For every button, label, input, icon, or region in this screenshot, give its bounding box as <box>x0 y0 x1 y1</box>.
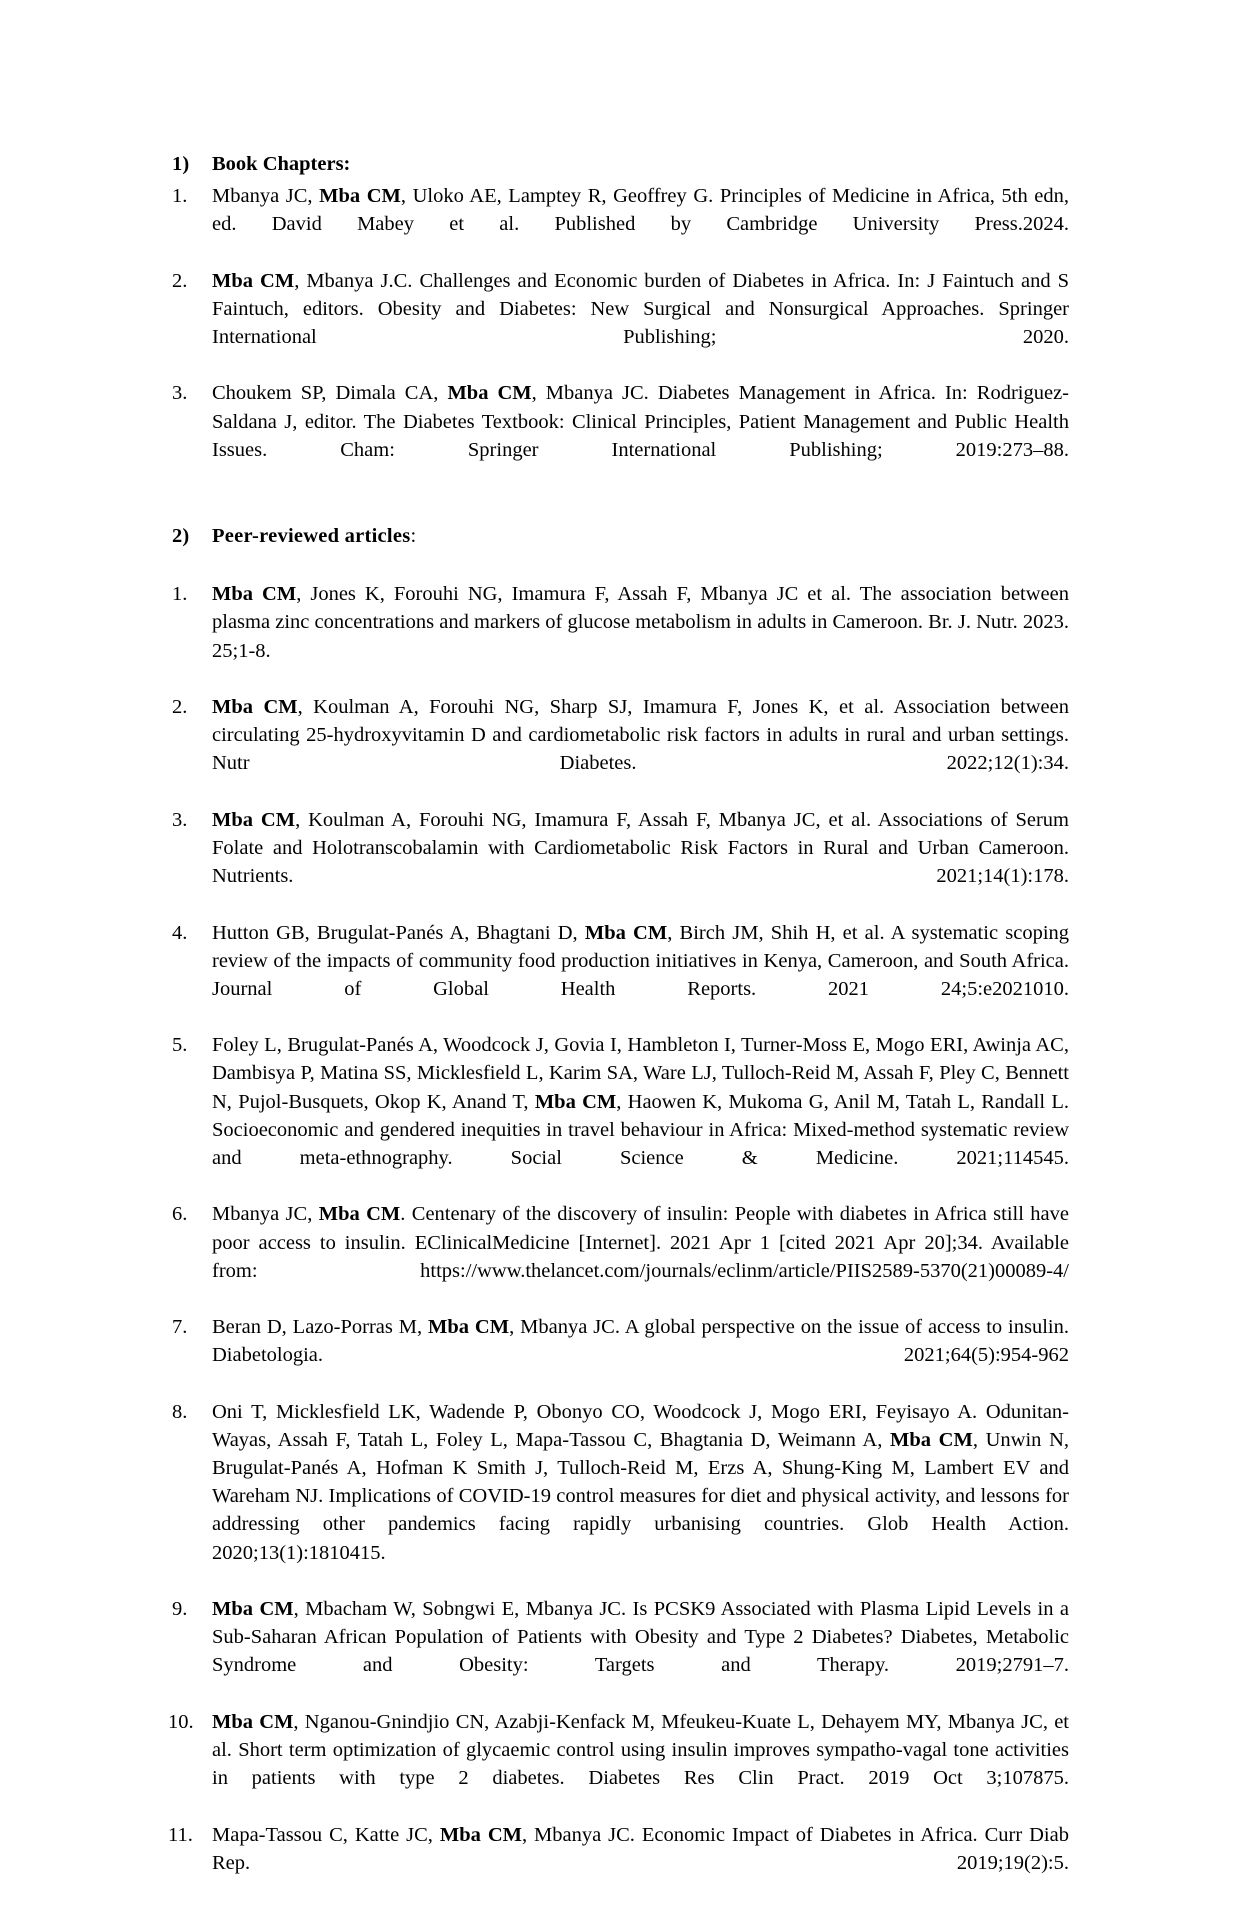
author-highlight: Mba CM <box>534 1090 617 1113</box>
reference-fragment: , Nganou-Gnindjio CN, Azabji-Kenfack M, Mfeukeu-Kuate L, Dehayem MY, Mbanya JC, et al. Short term optimization of glycaemic control using insulin improves sympatho-vagal tone activities in patients with type 2 diabetes. Diabetes Res Clin Pract. 2019 Oct 3;107875. <box>212 1710 1070 1790</box>
reference-fragment: , Koulman A, Forouhi NG, Imamura F, Assah F, Mbanya JC, et al. Associations of Serum Folate and Holotranscobalamin with Cardiometabolic Risk Factors in Rural and Urban Cameroon. Nutrients. 2021;14(1):178. <box>212 808 1069 888</box>
reference-text <box>212 1821 1069 1905</box>
reference-fragment: , Uloko AE, Lamptey R, Geoffrey G. Principles of Medicine in Africa, 5th edn, ed. David Mabey et al. Published by Cambridge University Press.2024. <box>212 185 1070 236</box>
reference-text <box>212 1595 1069 1708</box>
heading-spacer <box>172 554 1069 580</box>
reference-item <box>172 182 1069 267</box>
author-highlight: Mba CM <box>318 1203 401 1226</box>
section-number: 2) <box>172 525 190 548</box>
reference-item <box>172 267 1069 380</box>
reference-fragment: , Mbanya J.C. Challenges and Economic burden of Diabetes in Africa. In: J Faintuch and S Faintuch, editors. Obesity and Diabetes: New Surgical and Nonsurgical Approaches. Springer International Publishing; 2020. <box>212 269 1069 349</box>
reference-marker: 1. <box>172 185 188 208</box>
reference-marker: 4. <box>172 921 188 944</box>
reference-text <box>212 580 1069 693</box>
reference-fragment: Mbanya JC, <box>212 185 320 208</box>
reference-text <box>212 379 1069 492</box>
reference-marker: 6. <box>172 1203 188 1226</box>
reference-text <box>212 693 1069 806</box>
section-heading-book-chapters <box>172 150 1069 179</box>
reference-fragment: Hutton GB, Brugulat-Panés A, Bhagtani D, <box>212 921 585 944</box>
reference-fragment: , Mbanya JC. A global perspective on the issue of access to insulin. Diabetologia. 2021;64(5):954-962 <box>212 1316 1069 1367</box>
reference-fragment: Beran D, Lazo-Porras M, <box>212 1316 429 1339</box>
reference-marker: 1. <box>172 583 188 606</box>
reference-text <box>212 182 1069 267</box>
reference-item <box>172 919 1069 1032</box>
reference-item <box>168 1708 1070 1821</box>
reference-item <box>172 1200 1069 1313</box>
reference-fragment: , Birch JM, Shih H, et al. A systematic scoping review of the impacts of community food production initiatives in Kenya, Cameroon, and South Africa. Journal of Global Health Reports. 2021 24;5:e2021010. <box>212 921 1070 1000</box>
section-heading-peer-reviewed <box>172 522 1069 551</box>
section-title: Book Chapters: <box>212 153 351 175</box>
author-highlight: Mba CM <box>212 583 297 606</box>
reference-item <box>168 1821 1069 1905</box>
reference-text <box>212 806 1069 919</box>
author-highlight: Mba CM <box>890 1428 973 1451</box>
peer-reviewed-list <box>168 580 1070 1905</box>
reference-marker: 3. <box>172 382 188 405</box>
reference-marker: 11. <box>168 1823 193 1846</box>
reference-marker: 5. <box>172 1034 188 1057</box>
reference-text <box>212 1031 1069 1200</box>
reference-fragment: . Centenary of the discovery of insulin: People with diabetes in Africa still have poor access to insulin. EClinicalMedicine [Internet]. 2021 Apr 1 [cited 2021 Apr 20];34. Available from: https://www.thelancet.com/journals/eclinm/article/PIIS2589-5370(21)00089-4/ <box>212 1203 1070 1282</box>
reference-fragment: , Mbacham W, Sobngwi E, Mbanya JC. Is PCSK9 Associated with Plasma Lipid Levels in a Sub-Saharan African Population of Patients with Obesity and Type 2 Diabetes? Diabetes, Metabolic Syndrome and Obesity: Targets and Therapy. 2019;2791–7. <box>212 1598 1070 1677</box>
reference-fragment: , Unwin N, Brugulat-Panés A, Hofman K Smith J, Tulloch-Reid M, Erzs A, Shung-King M, Lambert EV and Wareham NJ. Implications of COVID-19 control measures for diet and physical activity, and lessons for addressing other pandemics facing rapidly urbanising countries. Glob Health Action. 2020;13(1):1810415. <box>212 1428 1070 1564</box>
page-content <box>168 150 1070 1905</box>
reference-text <box>212 1200 1069 1313</box>
book-chapters-list <box>172 182 1069 492</box>
reference-text <box>212 1398 1069 1595</box>
reference-item <box>172 1398 1069 1595</box>
author-highlight: Mba CM <box>212 696 298 719</box>
author-highlight: Mba CM <box>319 185 401 208</box>
reference-item <box>172 1595 1069 1708</box>
reference-marker: 9. <box>172 1598 188 1621</box>
reference-fragment: Mapa-Tassou C, Katte JC, <box>212 1823 440 1846</box>
reference-fragment: , Haowen K, Mukoma G, Anil M, Tatah L, Randall L. Socioeconomic and gendered inequities in travel behaviour in Africa: Mixed-method systematic review and meta-ethnography. Social Science & Medicine. 2021;114545. <box>212 1090 1069 1170</box>
reference-marker: 3. <box>172 808 188 831</box>
section-title-text: Peer-reviewed articles <box>212 525 411 548</box>
reference-item <box>172 693 1069 806</box>
reference-text <box>212 919 1069 1032</box>
reference-marker: 10. <box>168 1710 194 1733</box>
author-highlight: Mba CM <box>584 921 668 944</box>
reference-marker: 2. <box>172 696 188 719</box>
reference-fragment: Foley L, Brugulat-Panés A, Woodcock J, Govia I, Hambleton I, Turner-Moss E, Mogo ERI, Awinja AC, Dambisya P, Matina SS, Micklesfield L, Karim SA, Ware LJ, Tulloch-Reid M, Assah F, Pley C, Bennett N, Pujol-Busquets, Okop K, Anand T, <box>212 1034 1069 1113</box>
reference-text <box>212 1313 1069 1398</box>
reference-fragment: , Jones K, Forouhi NG, Imamura F, Assah F, Mbanya JC et al. The association between plasma zinc concentrations and markers of glucose metabolism in adults in Cameroon. Br. J. Nutr. 2023. 25;1-8. <box>212 583 1070 662</box>
reference-item <box>172 580 1069 693</box>
reference-text <box>212 267 1069 380</box>
reference-item <box>172 806 1069 919</box>
section-number: 1) <box>172 153 190 175</box>
section-title <box>212 522 416 551</box>
reference-item <box>172 379 1069 492</box>
reference-marker: 7. <box>172 1316 188 1339</box>
reference-marker: 2. <box>172 269 188 292</box>
reference-item <box>172 1313 1069 1398</box>
author-highlight: Mba CM <box>428 1316 510 1339</box>
section-spacer <box>172 492 1069 522</box>
author-highlight: Mba CM <box>212 269 295 292</box>
author-highlight: Mba CM <box>447 382 532 405</box>
author-highlight: Mba CM <box>212 808 296 831</box>
reference-fragment: , Koulman A, Forouhi NG, Sharp SJ, Imamura F, Jones K, et al. Association between circulating 25-hydroxyvitamin D and cardiometabolic risk factors in adults in rural and urban settings. Nutr Diabetes. 2022;12(1):34. <box>212 696 1069 775</box>
reference-fragment: Mbanya JC, <box>212 1203 319 1226</box>
author-highlight: Mba CM <box>212 1710 294 1733</box>
author-highlight: Mba CM <box>439 1823 522 1846</box>
reference-marker: 8. <box>172 1400 188 1423</box>
reference-fragment: Oni T, Micklesfield LK, Wadende P, Obonyo CO, Woodcock J, Mogo ERI, Feyisayo A. Odunitan-Wayas, Assah F, Tatah L, Foley L, Mapa-Tassou C, Bhagtania D, Weimann A, <box>212 1400 1069 1451</box>
reference-fragment: Choukem SP, Dimala CA, <box>212 382 448 405</box>
reference-fragment: , Mbanya JC. Economic Impact of Diabetes in Africa. Curr Diab Rep. 2019;19(2):5. <box>212 1823 1069 1874</box>
author-highlight: Mba CM <box>212 1598 294 1621</box>
section-title-suffix: : <box>410 525 417 548</box>
reference-text <box>212 1708 1069 1821</box>
reference-item <box>172 1031 1069 1200</box>
reference-fragment: , Mbanya JC. Diabetes Management in Africa. In: Rodriguez-Saldana J, editor. The Diabetes Textbook: Clinical Principles, Patient Management and Public Health Issues. Cham: Springer International Publishing; 2019:273–88. <box>212 382 1069 461</box>
